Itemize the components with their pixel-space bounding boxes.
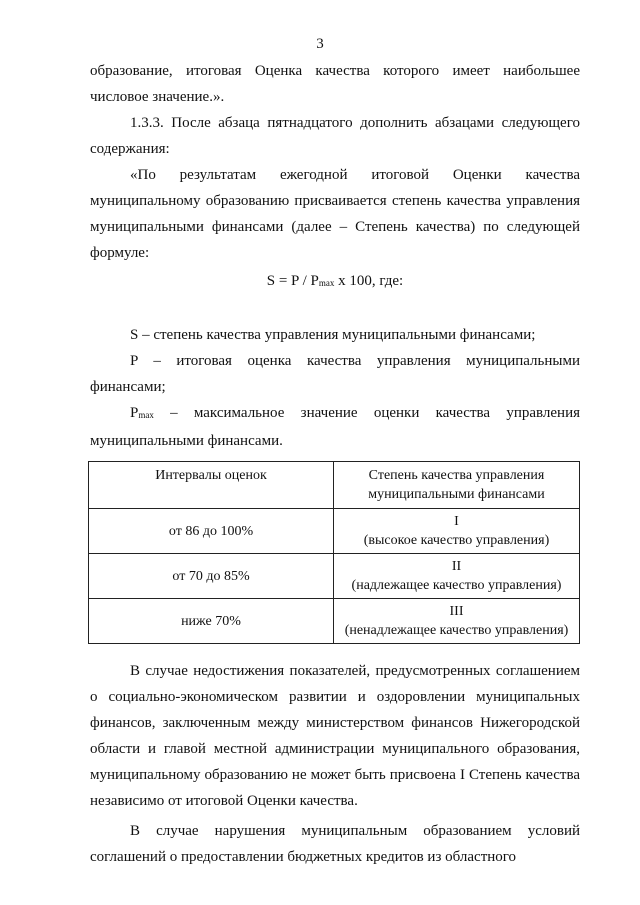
pmax-subscript: max xyxy=(138,410,154,420)
degree-cell xyxy=(334,554,580,599)
degree-cell xyxy=(334,599,580,644)
degree-numeral: III xyxy=(449,604,464,619)
document-body xyxy=(90,58,580,870)
table-row xyxy=(89,509,580,554)
definition-p: P – итоговая оценка качества управления муниципальными финансами; xyxy=(90,353,580,395)
degree-numeral: II xyxy=(451,559,462,574)
pmax-text: – максимальное значение оценки качества управления муниципальными финансами. xyxy=(90,405,580,449)
degree-description: (высокое качество управления) xyxy=(363,533,550,548)
paragraph: «По результатам ежегодной итоговой Оценки качества муниципальному образованию присваивается степень качества управления муниципальными финансами (далее – Степень качества) по следующей формуле: xyxy=(90,167,580,261)
formula-suffix: x 100, где: xyxy=(334,273,404,289)
degree-description: (надлежащее качество управления) xyxy=(351,578,562,593)
paragraph: образование, итоговая Оценка качества которого имеет наибольшее числовое значение.». xyxy=(90,63,580,105)
definition-pmax xyxy=(90,400,580,454)
paragraph: В случае нарушения муниципальным образованием условий соглашений о предоставлении бюджетных кредитов из областного xyxy=(90,823,580,865)
degree-description: (ненадлежащее качество управления) xyxy=(344,623,569,638)
paragraph: 1.3.3. После абзаца пятнадцатого дополнить абзацами следующего содержания: xyxy=(90,115,580,157)
table-row xyxy=(89,599,580,644)
formula-subscript: max xyxy=(318,278,335,288)
interval-cell: ниже 70% xyxy=(89,599,334,644)
formula xyxy=(90,268,580,296)
table-header-cell: Интервалы оценок xyxy=(89,462,334,509)
pmax-symbol: P xyxy=(130,405,139,421)
interval-cell: от 86 до 100% xyxy=(89,509,334,554)
formula-prefix: S = P / P xyxy=(266,273,319,289)
paragraph: В случае недостижения показателей, предусмотренных соглашением о социально-экономическом развитии и оздоровлении муниципальных финансов, заключенным между министерством финансов Нижегородской области и главой местной администрации муниципального образования, муниципальному образованию не может быть присвоена I Степень качества независимо от итоговой Оценки качества. xyxy=(90,663,580,809)
degree-numeral: I xyxy=(454,514,459,529)
table-header-cell: Степень качества управления муниципальными финансами xyxy=(334,462,580,509)
interval-cell: от 70 до 85% xyxy=(89,554,334,599)
page-number: 3 xyxy=(316,36,324,52)
degree-cell xyxy=(334,509,580,554)
definition-s: S – степень качества управления муниципальными финансами; xyxy=(130,327,536,343)
table-header-row xyxy=(89,462,580,509)
table-row xyxy=(89,554,580,599)
quality-table xyxy=(88,461,580,644)
